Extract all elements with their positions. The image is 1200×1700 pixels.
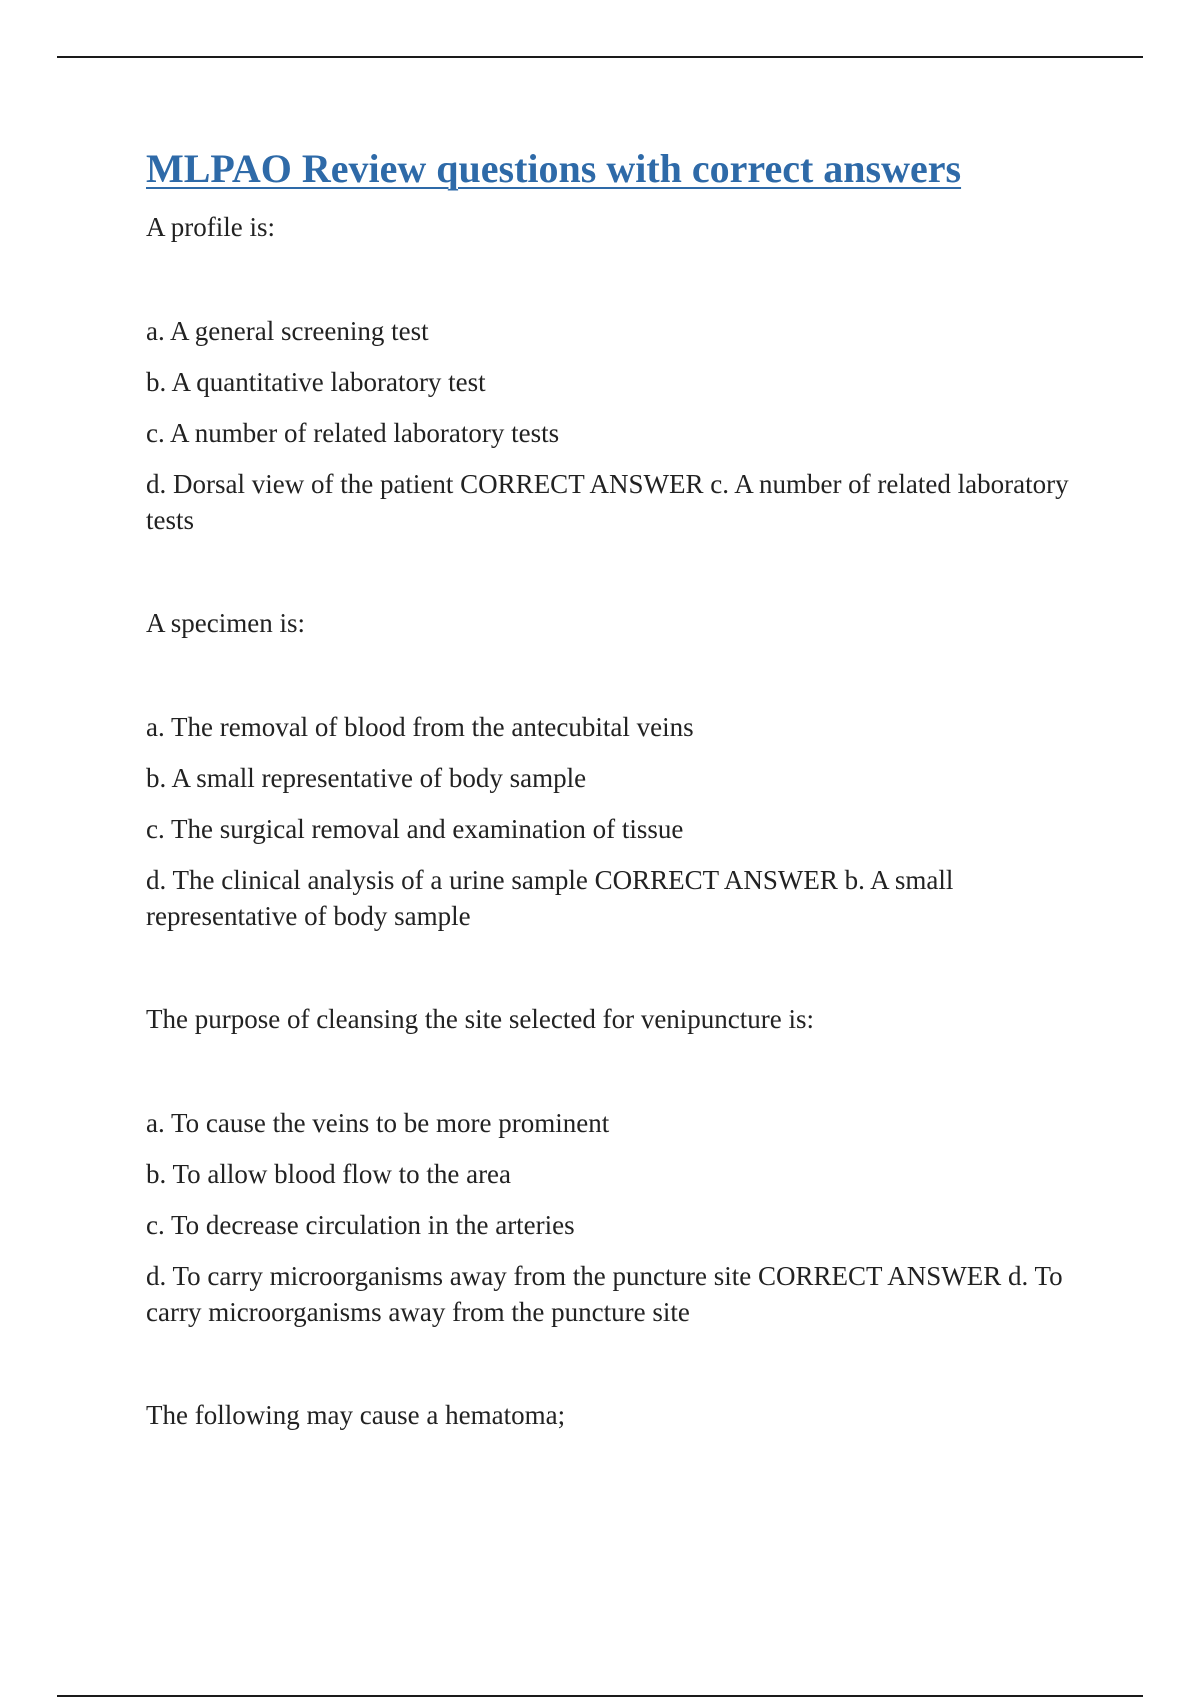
question-4: [146, 1397, 1086, 1433]
option-b: b. A quantitative laboratory test: [146, 367, 486, 397]
option-b: b. To allow blood flow to the area: [146, 1159, 512, 1189]
option-a: a. To cause the veins to be more prominent: [146, 1108, 610, 1138]
document-title: MLPAO Review questions with correct answers: [146, 146, 962, 191]
option-a: a. The removal of blood from the antecubital veins: [146, 712, 694, 742]
top-divider: [57, 56, 1143, 58]
option-c: c. The surgical removal and examination of tissue: [146, 814, 684, 844]
question-3: [146, 1001, 1086, 1330]
option-d-with-answer: d. Dorsal view of the patient CORRECT ANSWER c. A number of related laboratory tests: [146, 469, 1069, 535]
option-d-with-answer: d. To carry microorganisms away from the puncture site CORRECT ANSWER d. To carry microorganisms away from the puncture site: [146, 1261, 1063, 1327]
question-prompt: The purpose of cleansing the site selected for venipuncture is:: [146, 1004, 815, 1034]
question-prompt: The following may cause a hematoma;: [146, 1400, 566, 1430]
option-c: c. To decrease circulation in the arteries: [146, 1210, 575, 1240]
document-body: [146, 143, 1086, 1501]
option-c: c. A number of related laboratory tests: [146, 418, 560, 448]
question-1: [146, 209, 1086, 538]
bottom-divider: [57, 1695, 1143, 1697]
option-a: a. A general screening test: [146, 316, 429, 346]
option-d-with-answer: d. The clinical analysis of a urine sample CORRECT ANSWER b. A small representative of body sample: [146, 865, 954, 931]
question-prompt: A specimen is:: [146, 608, 305, 638]
option-b: b. A small representative of body sample: [146, 763, 587, 793]
question-2: [146, 605, 1086, 934]
question-prompt: A profile is:: [146, 212, 275, 242]
